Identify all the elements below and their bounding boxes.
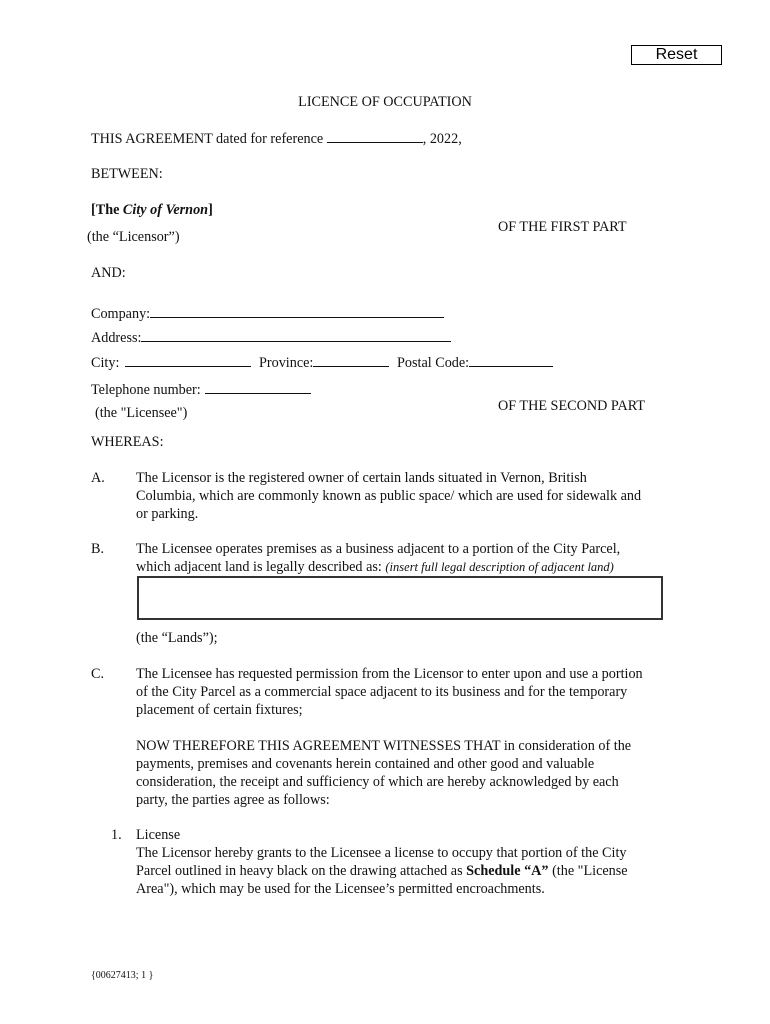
telephone-field bbox=[91, 380, 311, 399]
agreement-date-line bbox=[91, 129, 462, 148]
recital-c-line: placement of certain fixtures; bbox=[136, 702, 303, 718]
section-1-text: (the "License bbox=[548, 863, 628, 879]
company-label: Company: bbox=[91, 306, 151, 322]
and-label: AND: bbox=[91, 265, 126, 281]
recital-b-line: The Licensee operates premises as a business adjacent to a portion of the City Parcel, bbox=[136, 541, 621, 557]
agreement-date-blank[interactable] bbox=[327, 129, 423, 143]
telephone-label: Telephone number: bbox=[91, 382, 201, 398]
second-part-label: OF THE SECOND PART bbox=[498, 398, 645, 414]
address-label: Address: bbox=[91, 330, 142, 346]
postal-code-input[interactable] bbox=[469, 353, 553, 367]
licensor-name bbox=[91, 201, 213, 219]
recital-b-line bbox=[136, 558, 614, 576]
telephone-input[interactable] bbox=[205, 380, 311, 394]
witnesseth-line: payments, premises and covenants herein contained and other good and valuable bbox=[136, 756, 595, 772]
address-field bbox=[91, 328, 451, 347]
section-1-number: 1. bbox=[111, 827, 122, 843]
document-title: LICENCE OF OCCUPATION bbox=[298, 94, 472, 110]
licensor-label: (the “Licensor”) bbox=[87, 229, 180, 245]
province-input[interactable] bbox=[313, 353, 389, 367]
first-part-label: OF THE FIRST PART bbox=[498, 219, 627, 235]
address-input[interactable] bbox=[141, 328, 451, 342]
licensor-city: City of Vernon bbox=[122, 202, 209, 218]
reset-button[interactable]: Reset bbox=[631, 45, 722, 65]
recital-b-text: which adjacent land is legally described as: bbox=[136, 559, 386, 575]
document-footer-code: {00627413; 1 } bbox=[91, 970, 154, 981]
section-1-heading: License bbox=[136, 827, 181, 843]
witnesseth-line: NOW THEREFORE THIS AGREEMENT WITNESSES THAT in consideration of the bbox=[136, 738, 632, 754]
legal-description-input[interactable] bbox=[137, 576, 663, 620]
whereas-label: WHEREAS: bbox=[91, 434, 164, 450]
section-1-text: Parcel outlined in heavy black on the drawing attached as bbox=[136, 863, 467, 879]
licensor-open: [The bbox=[91, 202, 123, 218]
postal-code-label: Postal Code: bbox=[397, 355, 470, 371]
between-label: BETWEEN: bbox=[91, 166, 163, 182]
postal-code-field bbox=[397, 353, 553, 372]
schedule-a-ref: Schedule “A” bbox=[466, 863, 549, 879]
city-label: City: bbox=[91, 355, 120, 371]
licensor-close: ] bbox=[208, 202, 213, 218]
lands-label: (the “Lands”); bbox=[136, 630, 218, 646]
recital-a-line: The Licensor is the registered owner of certain lands situated in Vernon, British bbox=[136, 470, 587, 486]
recital-c-marker: C. bbox=[91, 666, 105, 682]
licensee-label: (the "Licensee") bbox=[95, 405, 188, 421]
recital-a-marker: A. bbox=[91, 470, 105, 486]
witnesseth-line: party, the parties agree as follows: bbox=[136, 792, 330, 808]
witnesseth-line: consideration, the receipt and sufficiency of which are hereby acknowledged by each bbox=[136, 774, 619, 790]
company-field bbox=[91, 304, 444, 323]
section-1-line: Area"), which may be used for the Licensee’s permitted encroachments. bbox=[136, 881, 545, 897]
province-label: Province: bbox=[259, 355, 314, 371]
agreement-date-suffix: , 2022, bbox=[422, 131, 462, 147]
recital-a-line: or parking. bbox=[136, 506, 199, 522]
company-input[interactable] bbox=[150, 304, 444, 318]
recital-a-line: Columbia, which are commonly known as public space/ which are used for sidewalk and bbox=[136, 488, 642, 504]
agreement-date-prefix: THIS AGREEMENT dated for reference bbox=[91, 131, 327, 147]
recital-c-line: of the City Parcel as a commercial space adjacent to its business and for the temporary bbox=[136, 684, 628, 700]
recital-c-line: The Licensee has requested permission from the Licensor to enter upon and use a portion bbox=[136, 666, 643, 682]
section-1-line bbox=[136, 862, 628, 880]
city-field bbox=[91, 353, 251, 372]
city-input[interactable] bbox=[125, 353, 251, 367]
recital-b-note: (insert full legal description of adjacent land) bbox=[385, 560, 614, 574]
province-field bbox=[259, 353, 389, 372]
section-1-line: The Licensor hereby grants to the Licensee a license to occupy that portion of the City bbox=[136, 845, 627, 861]
recital-b-marker: B. bbox=[91, 541, 105, 557]
